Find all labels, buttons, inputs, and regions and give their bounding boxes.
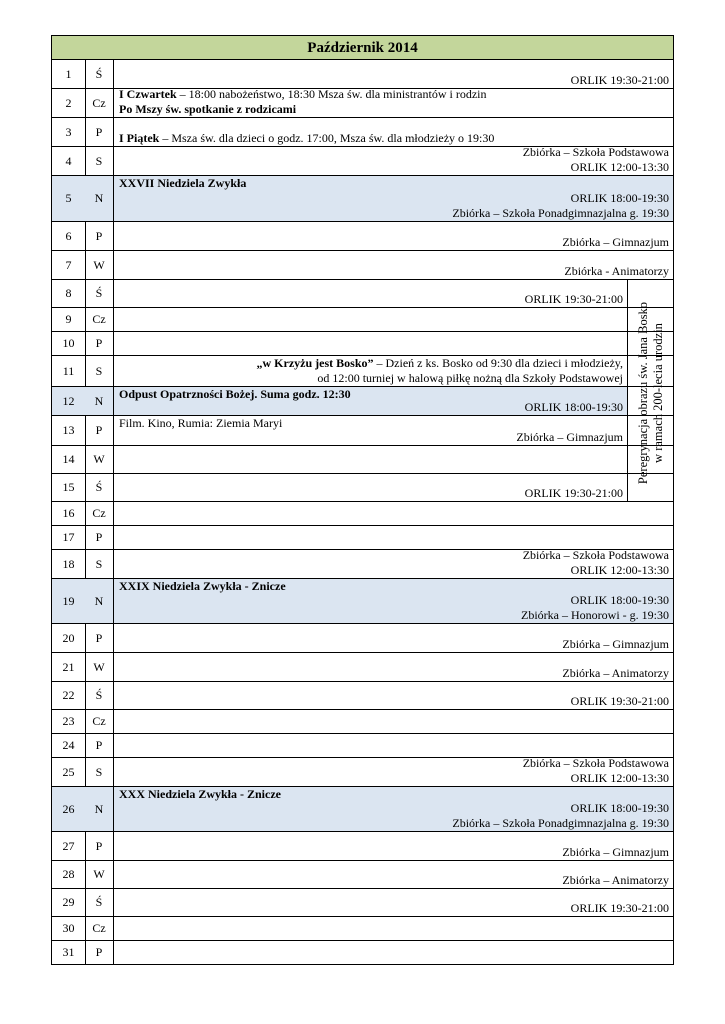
day-row xyxy=(51,682,674,710)
day-row xyxy=(51,889,674,917)
weekday: Cz xyxy=(85,308,114,331)
event-line: Zbiórka – Animatorzy xyxy=(562,665,669,680)
day-row xyxy=(51,446,674,474)
day-number: 28 xyxy=(52,861,86,888)
day-number: 17 xyxy=(52,526,86,549)
side-note-line-1: Peregrynacja obrazu św. Jana Bosko xyxy=(636,301,650,484)
day-row xyxy=(51,251,674,280)
weekday: W xyxy=(85,653,114,681)
day-number: 5 xyxy=(52,176,86,221)
event-line: Zbiórka – Animatorzy xyxy=(562,872,669,887)
event-heading: XXIX Niedziela Zwykła - Znicze xyxy=(119,579,286,593)
weekday: Ś xyxy=(85,889,114,916)
day-events xyxy=(114,734,673,757)
day-number: 22 xyxy=(52,682,86,709)
event-text: – Msza św. dla dzieci o godz. 17:00, Msza św. dla młodzieży o 19:30 xyxy=(159,130,495,145)
day-events xyxy=(114,356,628,386)
event-line: ORLIK 12:00-13:30 xyxy=(570,159,669,174)
weekday: Ś xyxy=(85,474,114,501)
day-number: 21 xyxy=(52,653,86,681)
day-number: 25 xyxy=(52,758,86,786)
day-row xyxy=(51,474,674,502)
event-line: Zbiórka – Gimnazjum xyxy=(516,429,623,444)
event-heading: Odpust Opatrzności Bożej. Suma godz. 12:30 xyxy=(119,387,351,401)
day-row xyxy=(51,89,674,118)
day-number: 1 xyxy=(52,60,86,88)
day-number: 20 xyxy=(52,624,86,652)
day-row xyxy=(51,710,674,734)
event-line: ORLIK 18:00-19:30 xyxy=(570,801,669,815)
day-row xyxy=(51,734,674,758)
weekday: W xyxy=(85,251,114,279)
day-events xyxy=(114,251,673,279)
day-number: 30 xyxy=(52,917,86,940)
day-number: 11 xyxy=(52,356,86,386)
day-events xyxy=(114,387,628,415)
day-number: 18 xyxy=(52,550,86,578)
day-events xyxy=(114,653,673,681)
weekday: P xyxy=(85,832,114,860)
event-line: ORLIK 12:00-13:30 xyxy=(570,770,669,785)
day-events xyxy=(114,416,628,445)
day-events xyxy=(114,474,628,501)
day-row xyxy=(51,502,674,526)
day-number: 7 xyxy=(52,251,86,279)
event-line: ORLIK 18:00-19:30 xyxy=(570,593,669,607)
day-events xyxy=(114,832,673,860)
event-text: – Dzień z ks. Bosko od 9:30 dla dzieci i młodzieży, xyxy=(373,356,623,370)
day-number: 27 xyxy=(52,832,86,860)
event-line: Zbiórka – Szkoła Podstawowa xyxy=(522,756,669,770)
side-note xyxy=(629,281,673,504)
day-events xyxy=(114,889,673,916)
event-line xyxy=(119,131,669,146)
day-number: 10 xyxy=(52,332,86,355)
day-number: 23 xyxy=(52,710,86,733)
weekday: P xyxy=(85,526,114,549)
day-events xyxy=(114,941,673,964)
day-events xyxy=(114,118,673,146)
calendar-rows xyxy=(51,60,674,965)
day-row xyxy=(51,624,674,653)
event-bold: Po Mszy św. spotkanie z rodzicami xyxy=(119,101,297,116)
day-events xyxy=(114,579,673,623)
weekday: P xyxy=(85,624,114,652)
day-row xyxy=(51,147,674,176)
event-line: Zbiórka – Gimnazjum xyxy=(562,234,669,249)
day-events xyxy=(114,550,673,578)
event-bold: I Piątek xyxy=(119,130,160,145)
day-events xyxy=(114,861,673,888)
weekday: W xyxy=(85,446,114,473)
day-events xyxy=(114,332,628,355)
weekday: P xyxy=(85,222,114,250)
day-events xyxy=(114,446,628,473)
calendar-table xyxy=(51,35,674,965)
day-events xyxy=(114,917,673,940)
day-row xyxy=(51,356,674,387)
event-line xyxy=(119,87,669,102)
day-number: 29 xyxy=(52,889,86,916)
day-row xyxy=(51,118,674,147)
event-line xyxy=(119,356,623,371)
day-row xyxy=(51,332,674,356)
day-events xyxy=(114,526,673,549)
event-line: Zbiórka – Honorowi - g. 19:30 xyxy=(521,607,669,622)
day-number: 12 xyxy=(52,387,86,415)
event-line: ORLIK 12:00-13:30 xyxy=(570,562,669,577)
day-number: 16 xyxy=(52,502,86,525)
day-row xyxy=(51,917,674,941)
day-number: 9 xyxy=(52,308,86,331)
weekday: P xyxy=(85,734,114,757)
day-row xyxy=(51,579,674,624)
weekday: Cz xyxy=(85,710,114,733)
event-line xyxy=(119,371,623,386)
weekday: N xyxy=(85,579,114,623)
event-line: ORLIK 19:30-21:00 xyxy=(570,72,669,87)
weekday: Ś xyxy=(85,60,114,88)
day-number: 26 xyxy=(52,787,86,831)
event-text: – 18:00 nabożeństwo, 18:30 Msza św. dla ministrantów i rodzin xyxy=(176,87,487,101)
event-bold: „w Krzyżu jest Bosko” xyxy=(256,356,374,370)
weekday: S xyxy=(85,550,114,578)
day-events xyxy=(114,222,673,250)
weekday: N xyxy=(85,787,114,831)
event-line: Zbiórka – Szkoła Ponadgimnazjalna g. 19:30 xyxy=(452,205,669,220)
weekday: S xyxy=(85,147,114,175)
day-number: 4 xyxy=(52,147,86,175)
event-line: Zbiórka – Szkoła Podstawowa xyxy=(522,145,669,159)
weekday: S xyxy=(85,356,114,386)
day-events xyxy=(114,787,673,831)
day-events xyxy=(114,280,628,307)
weekday: P xyxy=(85,332,114,355)
event-line: ORLIK 18:00-19:30 xyxy=(570,191,669,205)
day-row xyxy=(51,861,674,889)
weekday: P xyxy=(85,416,114,445)
day-row xyxy=(51,941,674,965)
day-number: 15 xyxy=(52,474,86,501)
day-number: 31 xyxy=(52,941,86,964)
day-events xyxy=(114,176,673,221)
day-number: 8 xyxy=(52,280,86,307)
weekday: P xyxy=(85,941,114,964)
day-row xyxy=(51,526,674,550)
event-line: ORLIK 19:30-21:00 xyxy=(524,485,623,500)
day-row xyxy=(51,387,674,416)
day-row xyxy=(51,176,674,222)
event-line: ORLIK 18:00-19:30 xyxy=(524,399,623,414)
day-row xyxy=(51,416,674,446)
day-events xyxy=(114,89,673,117)
day-events xyxy=(114,308,628,331)
day-row xyxy=(51,787,674,832)
weekday: P xyxy=(85,118,114,146)
weekday: N xyxy=(85,387,114,415)
day-events xyxy=(114,758,673,786)
day-number: 6 xyxy=(52,222,86,250)
weekday: S xyxy=(85,758,114,786)
event-heading: Film. Kino, Rumia: Ziemia Maryi xyxy=(119,416,283,430)
day-row xyxy=(51,832,674,861)
day-events xyxy=(114,682,673,709)
event-line: ORLIK 19:30-21:00 xyxy=(524,291,623,306)
day-events xyxy=(114,147,673,175)
day-row xyxy=(51,222,674,251)
event-line xyxy=(119,102,669,117)
event-heading: XXVII Niedziela Zwykła xyxy=(119,176,247,190)
weekday: Ś xyxy=(85,682,114,709)
event-line: Zbiórka - Animatorzy xyxy=(564,263,669,278)
weekday: N xyxy=(85,176,114,221)
event-text: od 12:00 turniej w halową piłkę nożną dla Szkoły Podstawowej xyxy=(317,370,623,385)
day-number: 19 xyxy=(52,579,86,623)
weekday: Ś xyxy=(85,280,114,307)
event-bold: I Czwartek xyxy=(119,87,177,101)
side-note-text xyxy=(636,301,666,483)
event-line: Zbiórka – Szkoła Podstawowa xyxy=(522,548,669,562)
event-line: ORLIK 19:30-21:00 xyxy=(570,693,669,708)
day-row xyxy=(51,280,674,308)
event-line: Zbiórka – Szkoła Ponadgimnazjalna g. 19:30 xyxy=(452,815,669,830)
day-number: 24 xyxy=(52,734,86,757)
day-events xyxy=(114,710,673,733)
weekday: W xyxy=(85,861,114,888)
day-row xyxy=(51,758,674,787)
side-note-line-2: w ramach 200-lecia urodzin xyxy=(651,322,665,463)
event-heading: XXX Niedziela Zwykła - Znicze xyxy=(119,787,281,801)
day-number: 14 xyxy=(52,446,86,473)
day-row xyxy=(51,308,674,332)
weekday: Cz xyxy=(85,917,114,940)
day-number: 13 xyxy=(52,416,86,445)
weekday: Cz xyxy=(85,502,114,525)
weekday: Cz xyxy=(85,89,114,117)
event-line: Zbiórka – Gimnazjum xyxy=(562,636,669,651)
day-events xyxy=(114,624,673,652)
event-line: ORLIK 19:30-21:00 xyxy=(570,900,669,915)
day-row xyxy=(51,653,674,682)
day-row xyxy=(51,550,674,579)
day-events xyxy=(114,60,673,88)
day-row xyxy=(51,60,674,89)
calendar-title: Październik 2014 xyxy=(51,35,674,60)
event-line: Zbiórka – Gimnazjum xyxy=(562,844,669,859)
day-number: 2 xyxy=(52,89,86,117)
day-events xyxy=(114,502,673,525)
day-number: 3 xyxy=(52,118,86,146)
